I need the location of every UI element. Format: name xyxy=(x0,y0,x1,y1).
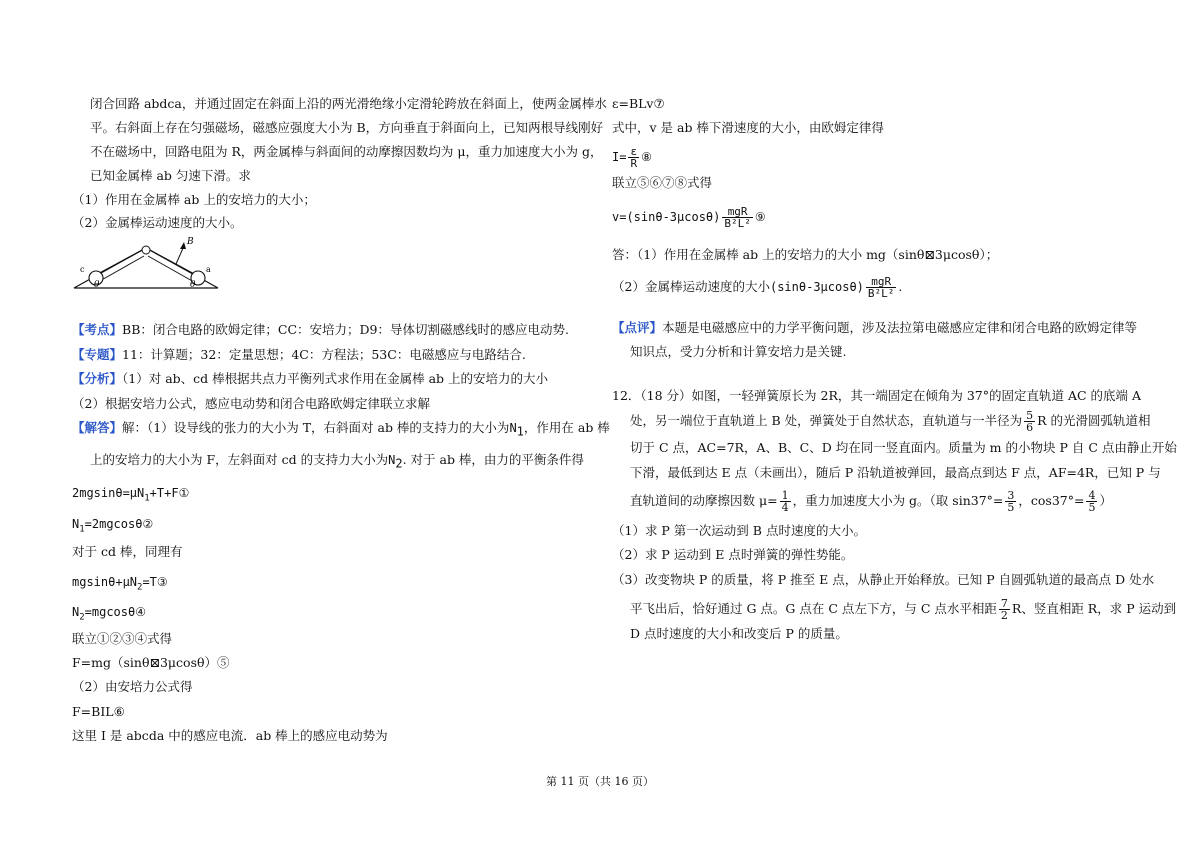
subscript: 1 xyxy=(144,493,150,504)
q12-text: 平飞出后，恰好通过 G 点。G 点在 C 点左下方，与 C 点水平相距 xyxy=(630,601,997,616)
equation-2 xyxy=(72,516,153,537)
kaodian-line xyxy=(72,322,569,338)
fraction xyxy=(628,146,639,169)
q12-text: ，cos37°= xyxy=(1018,493,1085,508)
fraction xyxy=(722,206,753,229)
subscript: 1 xyxy=(516,424,524,439)
subscript: 2 xyxy=(395,456,403,471)
fraction xyxy=(780,490,791,513)
eq-part: v=(sinθ-3μcosθ) xyxy=(612,210,721,224)
jieda-text: . 对于 ab 棒，由力的平衡条件得 xyxy=(402,452,584,467)
sub-question-3-b xyxy=(630,598,1176,621)
numerator: 1 xyxy=(781,489,789,502)
q12-text: R、竖直相距 R，求 P 运动到 xyxy=(1011,601,1177,616)
fraction xyxy=(1024,410,1035,433)
sub-question-1: （1）求 P 第一次运动到 B 点时速度的大小。 xyxy=(612,523,866,538)
q12-text: ，重力加速度大小为 g。（取 sin37°= xyxy=(792,493,1004,508)
numerator: 5 xyxy=(1026,409,1034,422)
eq-part: 2mgsinθ=μN xyxy=(72,486,145,500)
q12-text: 直轨道间的动摩擦因数 μ= xyxy=(630,493,778,508)
numerator: mgR xyxy=(722,206,753,218)
denominator: 6 xyxy=(1026,421,1034,434)
fraction xyxy=(999,598,1010,621)
label-c: c xyxy=(80,265,85,274)
jieda-tag: 【解答】 xyxy=(72,420,123,435)
q12-text: R 的光滑圆弧轨道相 xyxy=(1037,413,1151,428)
problem-text: 闭合回路 abdca，并通过固定在斜面上沿的两光滑绝缘小定滑轮跨放在斜面上，使两金属棒水 xyxy=(90,96,607,111)
numerator: 4 xyxy=(1088,489,1096,502)
lianli-text-2: 联立⑤⑥⑦⑧式得 xyxy=(612,175,713,190)
denominator: 5 xyxy=(1007,501,1015,514)
q12-line-b xyxy=(630,410,1151,433)
part-2-text: （2）由安培力公式得 xyxy=(72,679,193,694)
zhuanti-line xyxy=(72,347,526,363)
equation-6: F=BIL⑥ xyxy=(72,704,125,719)
denominator: B²L² xyxy=(724,217,751,230)
cd-text: 对于 cd 棒，同理有 xyxy=(72,544,183,559)
subscript: 1 xyxy=(79,524,85,535)
incline-figure xyxy=(72,232,222,294)
fenxi-tag: 【分析】 xyxy=(72,371,123,386)
eq-part: +T+F① xyxy=(149,486,190,500)
dianping-line xyxy=(612,320,1137,336)
eq-part: mgsinθ+μN xyxy=(72,575,138,589)
symbol-N: N xyxy=(388,453,396,467)
equation-3 xyxy=(72,574,168,595)
q12-line-d: 下滑，最低到达 E 点（未画出），随后 P 沿轨道被弹回，最高点到达 F 点，AF=4R，已知 P 与 xyxy=(630,465,1161,480)
denominator: R xyxy=(630,157,638,170)
problem-text: 不在磁场中，回路电阻为 R，两金属棒与斜面间的动摩擦因数均为 μ，重力加速度大小为 g， xyxy=(90,144,603,159)
last-line: 这里 I 是 abcda 中的感应电流．ab 棒上的感应电动势为 xyxy=(72,728,388,743)
denominator: 2 xyxy=(1000,609,1008,622)
label-a: a xyxy=(206,265,211,274)
jieda-line-2 xyxy=(90,452,584,472)
jieda-text: ，作用在 ab 棒 xyxy=(523,420,610,435)
equation-9 xyxy=(612,206,766,229)
eq-part: I= xyxy=(612,150,627,164)
fraction xyxy=(866,276,897,299)
eq-part: ⑧ xyxy=(641,150,652,164)
sub-question-3: （3）改变物块 P 的质量，将 P 推至 E 点，从静止开始释放。已知 P 自圆弧轨道的最高点 D 处水 xyxy=(612,572,1155,587)
eq-part: (sinθ-3μcosθ) xyxy=(769,280,864,294)
answer-2 xyxy=(612,276,902,299)
subscript: 2 xyxy=(79,612,85,623)
subscript: 2 xyxy=(137,582,143,593)
fraction xyxy=(1086,490,1097,513)
eq-part: N xyxy=(72,605,80,619)
equation-1 xyxy=(72,485,189,506)
dianping-tag: 【点评】 xyxy=(612,320,663,335)
kaodian-text: BB：闭合电路的欧姆定律；CC：安培力；D9：导体切割磁感线时的感应电动势. xyxy=(122,322,569,337)
eq-part: ⑨ xyxy=(754,210,766,224)
eq-part: =T③ xyxy=(142,575,168,589)
fenxi-line xyxy=(72,371,548,387)
numerator: 7 xyxy=(1000,597,1008,610)
q12-line-e xyxy=(630,490,1112,513)
jieda-line xyxy=(72,420,610,440)
eq-part: =mgcosθ④ xyxy=(84,605,146,619)
problem-text: 平。右斜面上存在匀强磁场，磁感应强度大小为 B，方向垂直于斜面向上，已知两根导线刚好 xyxy=(90,120,604,135)
dianping-text-2: 知识点，受力分析和计算安培力是关键. xyxy=(630,344,847,359)
zhuanti-tag: 【专题】 xyxy=(72,347,123,362)
equation-4 xyxy=(72,604,146,625)
problem-text: 已知金属棒 ab 匀速下滑。求 xyxy=(90,168,251,183)
fenxi-2: （2）根据安培力公式，感应电动势和闭合电路欧姆定律联立求解 xyxy=(72,396,430,411)
denominator: B²L² xyxy=(867,287,895,300)
eq-part: N xyxy=(72,517,80,531)
denominator: 5 xyxy=(1088,501,1096,514)
equation-7: ε=BLv⑦ xyxy=(612,96,665,111)
fraction xyxy=(1005,490,1016,513)
sub-question-3-c: D 点时速度的大小和改变后 P 的质量。 xyxy=(630,626,848,641)
sub-question-2: （2）求 P 运动到 E 点时弹簧的弹性势能。 xyxy=(612,547,854,562)
eq-part: . xyxy=(898,279,903,294)
answer-1: 答：（1）作用在金属棒 ab 上的安培力的大小 mg（sinθ⊠3μcosθ）； xyxy=(612,247,999,262)
question-1: （1）作用在金属棒 ab 上的安培力的大小； xyxy=(72,192,316,207)
answer-text: （2）金属棒运动速度的大小 xyxy=(612,279,770,294)
numerator: 3 xyxy=(1007,489,1015,502)
eq-part: =2mgcosθ② xyxy=(84,517,154,531)
equation-5: F=mg（sinθ⊠3μcosθ）⑤ xyxy=(72,655,230,670)
lianli-text: 联立①②③④式得 xyxy=(72,631,173,646)
fenxi-text: （1）对 ab、cd 棒根据共点力平衡列式求作用在金属棒 ab 上的安培力的大小 xyxy=(122,371,549,386)
numerator: ε xyxy=(630,145,638,158)
q12-line-a: 12．（18 分）如图，一轻弹簧原长为 2R，其一端固定在倾角为 37°的固定直轨道 AC 的底端 A xyxy=(612,388,1142,403)
ohm-text: 式中，v 是 ab 棒下滑速度的大小，由欧姆定律得 xyxy=(612,120,884,135)
q12-line-c: 切于 C 点，AC=7R，A、B、C、D 均在同一竖直面内。质量为 m 的小物块 P 自 C 点由静止开始 xyxy=(630,440,1177,455)
equation-8 xyxy=(612,146,652,169)
q12-text: ） xyxy=(1099,493,1112,508)
label-B: B xyxy=(187,237,194,247)
denominator: 4 xyxy=(781,501,789,514)
page-footer: 第 11 页（共 16 页） xyxy=(546,775,654,788)
kaodian-tag: 【考点】 xyxy=(72,322,123,337)
numerator: mgR xyxy=(866,276,897,288)
zhuanti-text: 11：计算题；32：定量思想；4C：方程法；53C：电磁感应与电路结合. xyxy=(122,347,526,362)
jieda-text: 解：（1）设导线的张力的大小为 T，右斜面对 ab 棒的支持力的大小为 xyxy=(122,420,510,435)
label-theta-right: θ xyxy=(190,280,196,290)
question-2: （2）金属棒运动速度的大小。 xyxy=(72,215,243,230)
q12-text: 处，另一端位于直轨道上 B 处，弹簧处于自然状态，直轨道与一半径为 xyxy=(630,413,1023,428)
jieda-text: 上的安培力的大小为 F，左斜面对 cd 的支持力大小为 xyxy=(90,452,389,467)
dianping-text: 本题是电磁感应中的力学平衡问题，涉及法拉第电磁感应定律和闭合电路的欧姆定律等 xyxy=(662,320,1138,335)
symbol-N: N xyxy=(509,421,517,435)
label-theta-left: θ xyxy=(94,280,100,290)
